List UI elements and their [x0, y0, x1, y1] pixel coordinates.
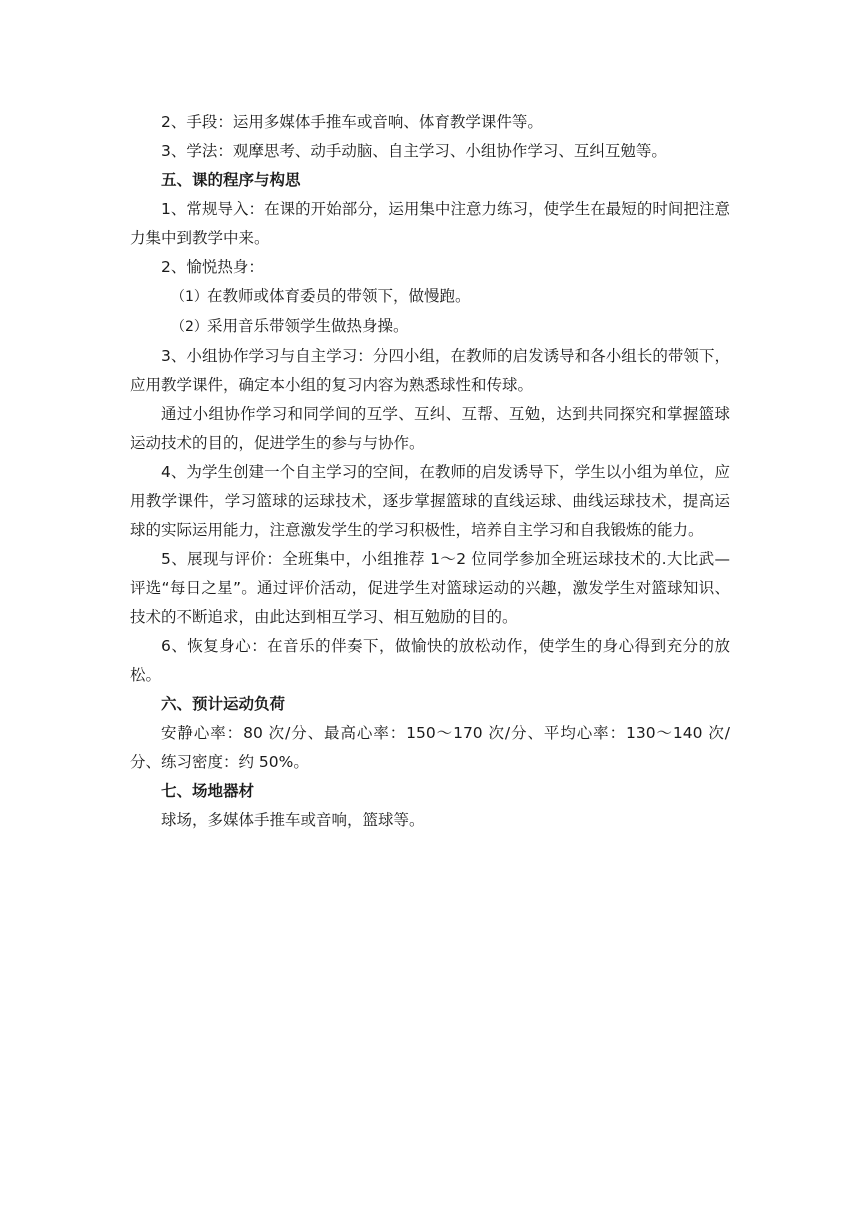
- sub-item-exercise: [130, 312, 730, 342]
- paragraph-means: 2、手段：运用多媒体手推车或音响、体育教学课件等。: [161, 113, 543, 131]
- paragraph-routine-intro: 1、常规导入：在课的开始部分，运用集中注意力练习，使学生在最短的时间把注意力集中到教学中来。: [130, 200, 730, 247]
- section-heading-procedure: 五、课的程序与构思: [161, 171, 301, 189]
- paragraph-heart-rate: 安静心率：80 次/分、最高心率：150～170 次/分、平均心率：130～140 次/分、练习密度：约 50%。: [130, 724, 730, 771]
- section-heading-load: 六、预计运动负荷: [161, 695, 286, 713]
- paragraph-evaluation: 5、展现与评价：全班集中，小组推荐 1～2 位同学参加全班运球技术的.大比武—评选“每日之星”。通过评价活动，促进学生对篮球运动的兴趣，激发学生对篮球知识、技术的不断追求，由此达到相互学习、相互勉励的目的。: [130, 550, 730, 626]
- sub-item-number: （2）: [171, 319, 208, 335]
- sub-item-number: （1）: [171, 289, 208, 305]
- paragraph-autonomous-space: 4、为学生创建一个自主学习的空间，在教师的启发诱导下，学生以小组为单位，应用教学课件，学习篮球的运球技术，逐步掌握篮球的直线运球、曲线运球技术，提高运球的实际运用能力，注意激发学生的学习积极性，培养自主学习和自我锻炼的能力。: [130, 463, 730, 539]
- sub-item-text: 在教师或体育委员的带领下，做慢跑。: [207, 287, 471, 305]
- sub-item-jogging: [130, 282, 730, 312]
- paragraph-warmup: 2、愉悦热身：: [161, 258, 264, 276]
- paragraph-study-method: 3、学法：观摩思考、动手动脑、自主学习、小组协作学习、互纠互勉等。: [161, 142, 667, 160]
- section-heading-equipment: 七、场地器材: [161, 782, 255, 800]
- document-page: [130, 108, 730, 835]
- paragraph-equipment: 球场，多媒体手推车或音响，篮球等。: [161, 811, 425, 829]
- paragraph-group-study: 3、小组协作学习与自主学习：分四小组，在教师的启发诱导和各小组长的带领下，应用教学课件，确定本小组的复习内容为熟悉球性和传球。: [130, 347, 730, 394]
- paragraph-mutual-learning: 通过小组协作学习和同学间的互学、互纠、互帮、互勉，达到共同探究和掌握篮球运动技术的目的，促进学生的参与与协作。: [130, 405, 730, 452]
- sub-item-text: 采用音乐带领学生做热身操。: [207, 317, 409, 335]
- paragraph-recovery: 6、恢复身心：在音乐的伴奏下，做愉快的放松动作，使学生的身心得到充分的放松。: [130, 637, 730, 684]
